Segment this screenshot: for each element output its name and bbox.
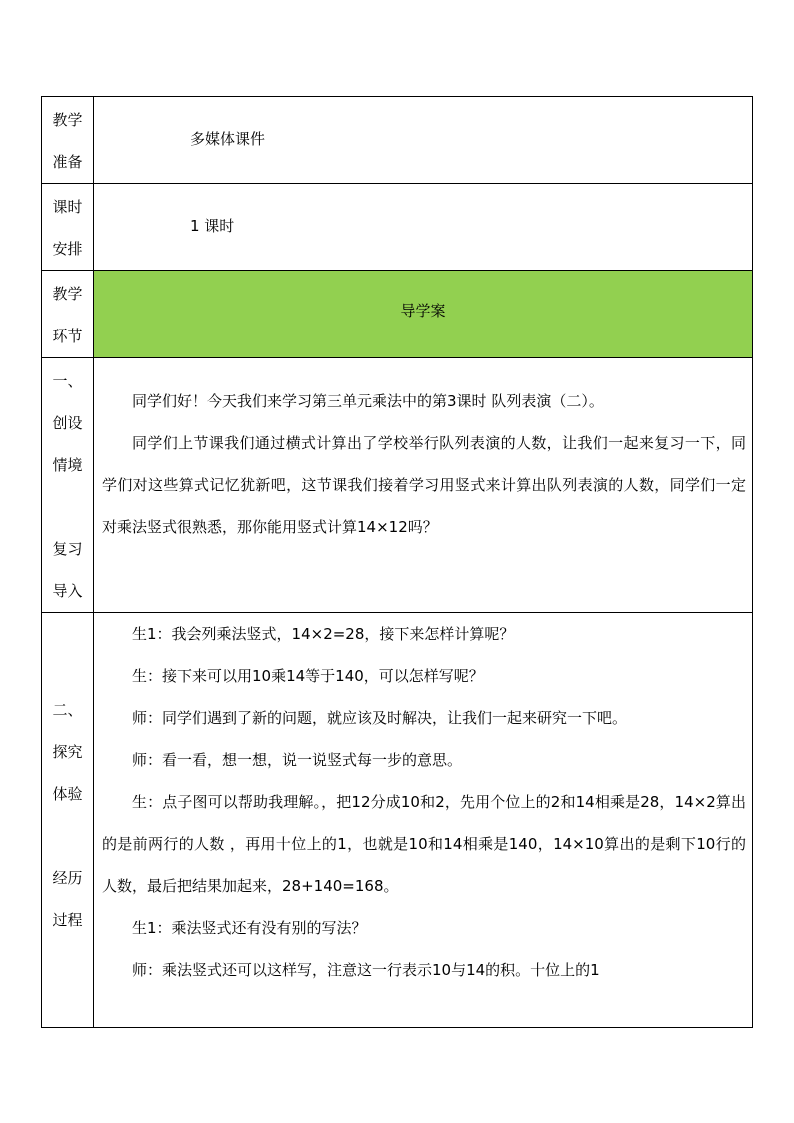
prep-row	[42, 97, 753, 184]
section2-label-line-1: 二、	[52, 701, 83, 719]
section2-paragraph-7: 师：乘法竖式还可以这样写，注意这一行表示10与14的积。十位上的1	[132, 961, 600, 979]
lesson-plan-table	[41, 96, 753, 1028]
prep-label-line-1: 教学	[52, 111, 83, 129]
section1-label-line-2: 创设	[52, 414, 83, 432]
schedule-label	[42, 184, 93, 270]
stage-label-cell	[42, 271, 94, 358]
stage-label-line-2: 环节	[52, 327, 83, 345]
section1-label-cell	[42, 358, 94, 613]
prep-content: 多媒体课件	[190, 130, 266, 148]
section2-label-line-2: 探究	[52, 743, 83, 761]
schedule-label-line-1: 课时	[52, 198, 83, 216]
section1-label-line-1: 一、	[52, 372, 83, 390]
section2-label	[42, 613, 93, 941]
section1-label-line-5: 导入	[52, 582, 83, 600]
section2-paragraph-1: 生1：我会列乘法竖式，14×2=28，接下来怎样计算呢？	[132, 625, 515, 643]
schedule-label-cell	[42, 184, 94, 271]
schedule-content: 1 课时	[190, 217, 235, 235]
schedule-label-line-2: 安排	[52, 240, 83, 258]
section2-label-line-3: 体验	[52, 785, 83, 803]
section2-label-cell	[42, 613, 94, 1028]
stage-label	[42, 271, 93, 357]
schedule-content-cell	[94, 184, 753, 271]
schedule-row	[42, 184, 753, 271]
section2-label-line-4: 经历	[52, 869, 83, 887]
prep-label-cell	[42, 97, 94, 184]
section1-label-line-4: 复习	[52, 540, 83, 558]
stage-header: 导学案	[400, 302, 446, 320]
section2-content-cell	[94, 613, 753, 1028]
section1-label	[42, 358, 93, 612]
stage-header-cell	[94, 271, 753, 358]
section2-content	[94, 613, 752, 991]
section2-paragraph-5: 生：点子图可以帮助我理解。，把12分成10和2，先用个位上的2和14相乘是28，14×2算出的是前两行的人数 ，再用十位上的1，也就是10和14相乘是140，14×10算出的是剩下10行的人数，最后把结果加起来，28+140=168。	[102, 793, 746, 895]
stage-row	[42, 271, 753, 358]
section2-paragraph-6: 生1：乘法竖式还有没有别的写法？	[132, 919, 367, 937]
section1-content-cell	[94, 358, 753, 613]
prep-label-line-2: 准备	[52, 153, 83, 171]
prep-label	[42, 97, 93, 183]
prep-content-cell	[94, 97, 753, 184]
section2-paragraph-3: 师：同学们遇到了新的问题，就应该及时解决，让我们一起来研究一下吧。	[132, 709, 628, 727]
section1-label-line-3: 情境	[52, 456, 83, 474]
section2-paragraph-2: 生：接下来可以用10乘14等于140，可以怎样写呢？	[132, 667, 484, 685]
section1-paragraph-1: 同学们好！今天我们来学习第三单元乘法中的第3课时 队列表演（二）。	[132, 392, 604, 410]
section1-row	[42, 358, 753, 613]
section1-content	[94, 358, 752, 548]
section2-paragraph-4: 师：看一看，想一想，说一说竖式每一步的意思。	[132, 751, 463, 769]
stage-label-line-1: 教学	[52, 285, 83, 303]
section2-row	[42, 613, 753, 1028]
section2-label-line-5: 过程	[52, 911, 83, 929]
section1-paragraph-2: 同学们上节课我们通过横式计算出了学校举行队列表演的人数，让我们一起来复习一下，同学们对这些算式记忆犹新吧，这节课我们接着学习用竖式来计算出队列表演的人数，同学们一定对乘法竖式很熟悉，那你能用竖式计算14×12吗？	[102, 434, 746, 536]
